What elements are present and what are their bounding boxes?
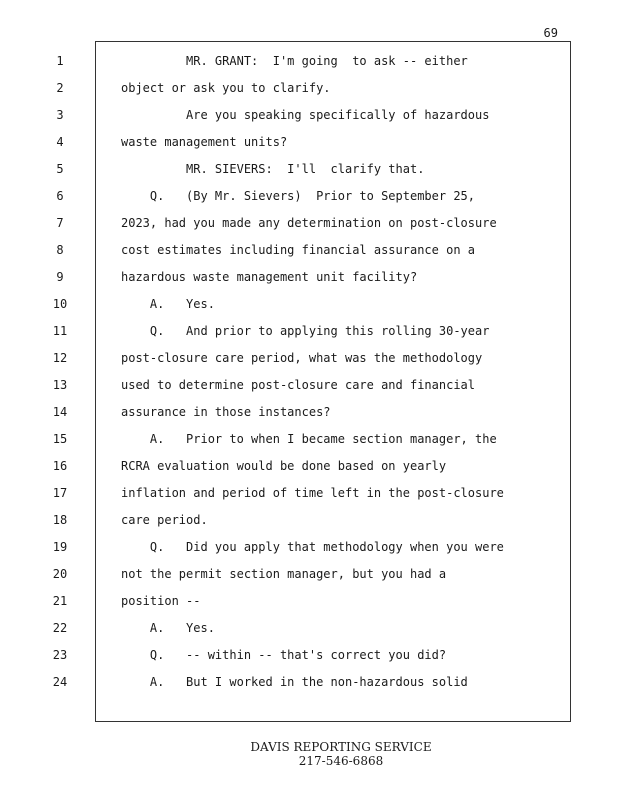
transcript-line: inflation and period of time left in the post-closure [121, 486, 504, 500]
transcript-line: A. But I worked in the non-hazardous solid [121, 675, 468, 689]
transcript-line: A. Yes. [121, 621, 215, 635]
line-number: 15 [52, 432, 68, 446]
transcript-line: position -- [121, 594, 201, 608]
line-number: 16 [52, 459, 68, 473]
transcript-line: used to determine post-closure care and financial [121, 378, 476, 392]
transcript-line: Q. -- within -- that's correct you did? [121, 648, 447, 662]
line-number: 8 [56, 243, 64, 257]
transcript-line: care period. [121, 513, 208, 527]
line-number: 12 [52, 351, 68, 365]
line-number: 21 [52, 594, 68, 608]
transcript-line: RCRA evaluation would be done based on yearly [121, 459, 447, 473]
line-number: 22 [52, 621, 68, 635]
line-number: 23 [52, 648, 68, 662]
line-number: 10 [52, 297, 68, 311]
transcript-line: Q. And prior to applying this rolling 30-year [121, 324, 490, 338]
transcript-line: object or ask you to clarify. [121, 81, 331, 95]
line-number: 2 [56, 81, 64, 95]
line-number: 13 [52, 378, 68, 392]
transcript-line: assurance in those instances? [121, 405, 331, 419]
transcript-line: A. Yes. [121, 297, 215, 311]
line-number: 1 [56, 54, 64, 68]
line-number: 11 [52, 324, 68, 338]
footer-phone: 217-546-6868 [298, 754, 384, 768]
line-number: 14 [52, 405, 68, 419]
transcript-line: post-closure care period, what was the methodology [121, 351, 483, 365]
line-number: 4 [56, 135, 64, 149]
transcript-line: 2023, had you made any determination on post-closure [121, 216, 497, 230]
footer-company: DAVIS REPORTING SERVICE [250, 740, 432, 754]
line-number: 18 [52, 513, 68, 527]
transcript-line: MR. GRANT: I'm going to ask -- either [121, 54, 468, 68]
line-number: 24 [52, 675, 68, 689]
transcript-line: not the permit section manager, but you had a [121, 567, 447, 581]
transcript-line: waste management units? [121, 135, 288, 149]
transcript-line: MR. SIEVERS: I'll clarify that. [121, 162, 425, 176]
transcript-line: hazardous waste management unit facility? [121, 270, 418, 284]
line-number: 9 [56, 270, 64, 284]
transcript-line: cost estimates including financial assurance on a [121, 243, 476, 257]
transcript-line: Q. (By Mr. Sievers) Prior to September 25, [121, 189, 476, 203]
line-number: 7 [56, 216, 64, 230]
line-number: 3 [56, 108, 64, 122]
page-number: 69 [543, 26, 558, 40]
line-number: 20 [52, 567, 68, 581]
transcript-line: Are you speaking specifically of hazardous [121, 108, 490, 122]
line-number: 19 [52, 540, 68, 554]
line-number: 5 [56, 162, 64, 176]
transcript-line: Q. Did you apply that methodology when you were [121, 540, 504, 554]
line-number: 17 [52, 486, 68, 500]
line-number: 6 [56, 189, 64, 203]
transcript-line: A. Prior to when I became section manager, the [121, 432, 497, 446]
